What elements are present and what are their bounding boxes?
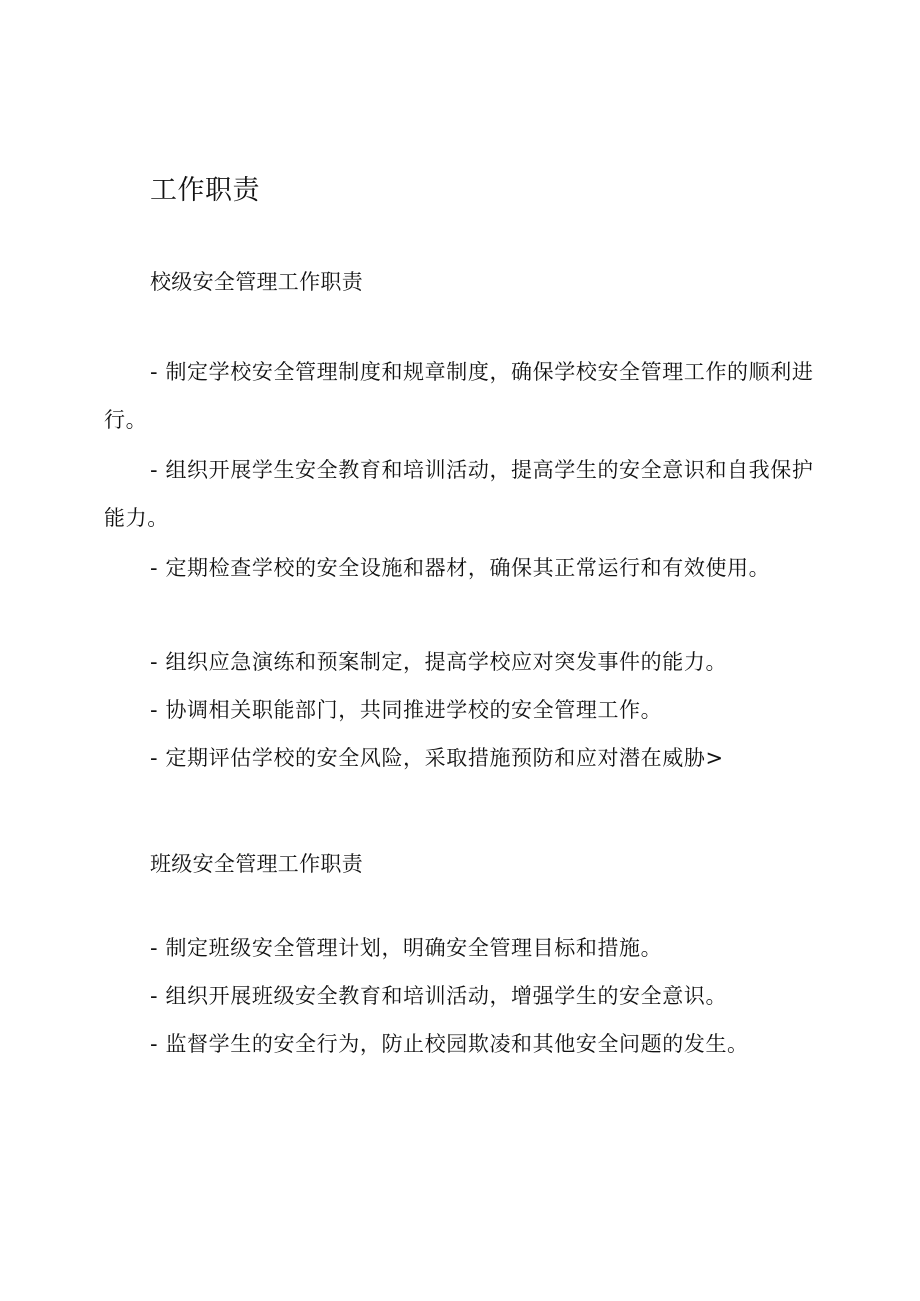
list-item: - 制定学校安全管理制度和规章制度，确保学校安全管理工作的顺利进行。 (104, 360, 814, 432)
section-heading-class: 班级安全管理工作职责 (150, 852, 363, 876)
list-item: - 协调相关职能部门，共同推进学校的安全管理工作。 (150, 698, 663, 722)
document-title: 工作职责 (150, 175, 260, 206)
list-item: - 组织开展学生安全教育和培训活动，提高学生的安全意识和自我保护能力。 (104, 458, 814, 530)
list-item: - 制定班级安全管理计划，明确安全管理目标和措施。 (150, 936, 663, 960)
section-heading-school: 校级安全管理工作职责 (150, 270, 363, 294)
list-item: - 组织应急演练和预案制定，提高学校应对突发事件的能力。 (150, 650, 728, 674)
list-item: - 定期检查学校的安全设施和器材，确保其正常运行和有效使用。 (150, 556, 771, 580)
list-item: - 组织开展班级安全教育和培训活动，增强学生的安全意识。 (150, 984, 728, 1008)
list-item: - 监督学生的安全行为，防止校园欺凌和其他安全问题的发生。 (150, 1032, 749, 1056)
list-item: - 定期评估学校的安全风险，采取措施预防和应对潜在威胁> (150, 746, 724, 770)
